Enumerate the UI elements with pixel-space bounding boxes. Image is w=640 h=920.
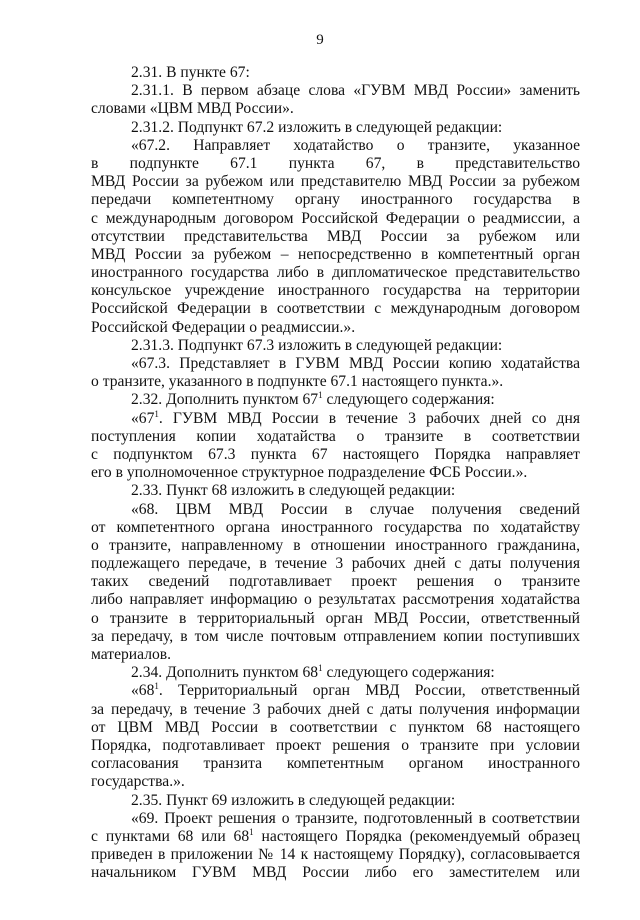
text-line-main: передачи компетентному органу иностранного государства в [91,191,580,209]
superscript: 1 [318,663,323,673]
text-line-main: 2.31.2. Подпункт 67.2 изложить в следующей редакции: [131,118,503,136]
text-line [91,173,580,191]
text-line-main: словами «ЦВМ МВД России». [91,100,294,118]
text-line [91,355,580,373]
text-line [91,228,580,246]
text-line-main: 2.31. В пункте 67: [131,64,250,81]
text-line [91,155,580,173]
text-line-main: с пунктами 68 или 68 [91,827,250,845]
page-number: 9 [316,32,324,48]
text-line-tail: . Территориальный орган МВД России, ответственный [158,682,580,700]
text-line [91,300,580,318]
text-line-main: МВД России за рубежом или представителю МВД России за рубежом [91,173,580,191]
text-line-main: материалов. [91,646,172,663]
text-line-main: МВД России за рубежом – непосредственно в компетентный орган [91,245,580,263]
superscript: 1 [249,827,254,837]
text-line-main: о транзите в территориальный орган МВД России, ответственный [91,609,580,627]
text-line [91,82,580,100]
text-line [91,410,580,428]
text-line [91,555,580,573]
text-line-main: «67.3. Представляет в ГУВМ МВД России копию ходатайства [131,355,580,372]
text-line [91,792,580,810]
text-line [91,737,580,755]
text-line [91,719,580,737]
text-line [91,464,580,482]
text-line-main: его в уполномоченное структурное подразделение ФСБ России.». [91,464,528,482]
text-line-main: поступления копии ходатайства о транзите в соответствии [91,427,580,445]
text-line [91,246,580,264]
superscript: 1 [154,682,159,692]
text-line-main: «68. ЦВМ МВД России в случае получения сведений [131,500,580,518]
text-line [91,864,580,882]
text-line-main: за передачу, в том числе почтовым отправлением копии поступивших [91,627,580,645]
text-line-main: Российской Федерации в соответствии с международным договором [91,300,580,318]
text-line-main: 2.33. Пункт 68 изложить в следующей редакции: [131,482,456,500]
text-line [91,701,580,719]
text-line [91,846,580,864]
text-line [91,664,580,682]
superscript: 1 [318,390,323,401]
text-line-main: государства.». [91,773,185,791]
text-line-main: о транзите, указанного в подпункте 67.1 настоящего пункта.». [91,373,504,391]
text-line-main: Порядка, подготавливает проект решения о транзите при условии [91,736,580,754]
text-line [91,337,580,355]
text-line-main: приведен в приложении № 14 к настоящему Порядку), согласовывается [91,846,580,864]
text-line-main: «67 [131,409,155,427]
text-line-main: «68 [131,682,155,700]
text-line-tail: следующего содержания: [322,391,495,409]
text-line [91,828,580,846]
text-line-main: от ЦВМ МВД России в соответствии с пунктом 68 настоящего [91,718,580,736]
text-line [91,210,580,228]
text-line [91,119,580,137]
text-line [91,319,580,337]
text-line [91,610,580,628]
text-line-main: 2.34. Дополнить пунктом 68 [131,664,319,682]
text-line-main: «67.2. Направляет ходатайство о транзите, указанное [131,136,580,154]
text-line [91,446,580,464]
text-line [91,628,580,646]
text-line [91,810,580,828]
text-line-main: таких сведений подготавливает проект решения о транзите [91,573,580,591]
text-line [91,591,580,609]
text-line [91,482,580,500]
text-line [91,519,580,537]
text-line-main: подлежащего передаче, в течение 3 рабочих дней с даты получения [91,555,580,573]
text-line-main: иностранного государства либо в дипломатическое представительство [91,264,580,282]
text-line-main: о транзите, направленному в отношении иностранного гражданина, [91,536,580,554]
text-line [91,264,580,282]
text-line-main: Российской Федерации о реадмиссии.». [91,318,356,336]
text-line-main: 2.32. Дополнить пунктом 67 [131,391,319,409]
text-line-main: 2.31.3. Подпункт 67.3 изложить в следующей редакции: [131,336,503,354]
text-line [91,755,580,773]
text-line-main: от компетентного органа иностранного государства по ходатайству [91,518,580,536]
text-line [91,646,580,664]
text-line-main: либо направляет информацию о результатах рассмотрения ходатайства [91,591,580,609]
text-line-main: с международным договором Российской Федерации о реадмиссии, а [91,209,580,227]
text-line-main: 2.31.1. В первом абзаце слова «ГУВМ МВД России» заменить [131,82,580,100]
text-line-tail: настоящего Порядка (рекомендуемый образец [253,827,580,845]
text-line [91,682,580,700]
text-line-tail: следующего содержания: [322,664,495,682]
document-body [91,64,580,882]
text-line-main: начальником ГУВМ МВД России либо его заместителем или [91,864,580,882]
text-line-main: «69. Проект решения о транзите, подготовленный в соответствии [131,809,580,827]
text-line [91,501,580,519]
text-line [91,100,580,118]
text-line-tail: . ГУВМ МВД России в течение 3 рабочих дней со дня [158,409,580,427]
superscript: 1 [154,409,159,419]
text-line [91,191,580,209]
text-line [91,428,580,446]
text-line-main: консульское учреждение иностранного государства на территории [91,282,580,300]
text-line-main: отсутствии представительства МВД России за рубежом или [91,227,580,245]
text-line-main: согласования транзита компетентным органом иностранного [91,755,580,773]
text-line-main: за передачу, в течение 3 рабочих дней с даты получения информации [91,700,580,718]
text-line [91,64,580,82]
text-line-main: с подпунктом 67.3 пункта 67 настоящего Порядка направляет [91,445,580,463]
text-line [91,773,580,791]
text-line [91,137,580,155]
text-line [91,373,580,391]
text-line [91,282,580,300]
text-line-main: 2.35. Пункт 69 изложить в следующей редакции: [131,791,456,809]
text-line [91,537,580,555]
text-line-main: в подпункте 67.1 пункта 67, в представительство [91,154,580,172]
text-line [91,573,580,591]
text-line [91,391,580,409]
